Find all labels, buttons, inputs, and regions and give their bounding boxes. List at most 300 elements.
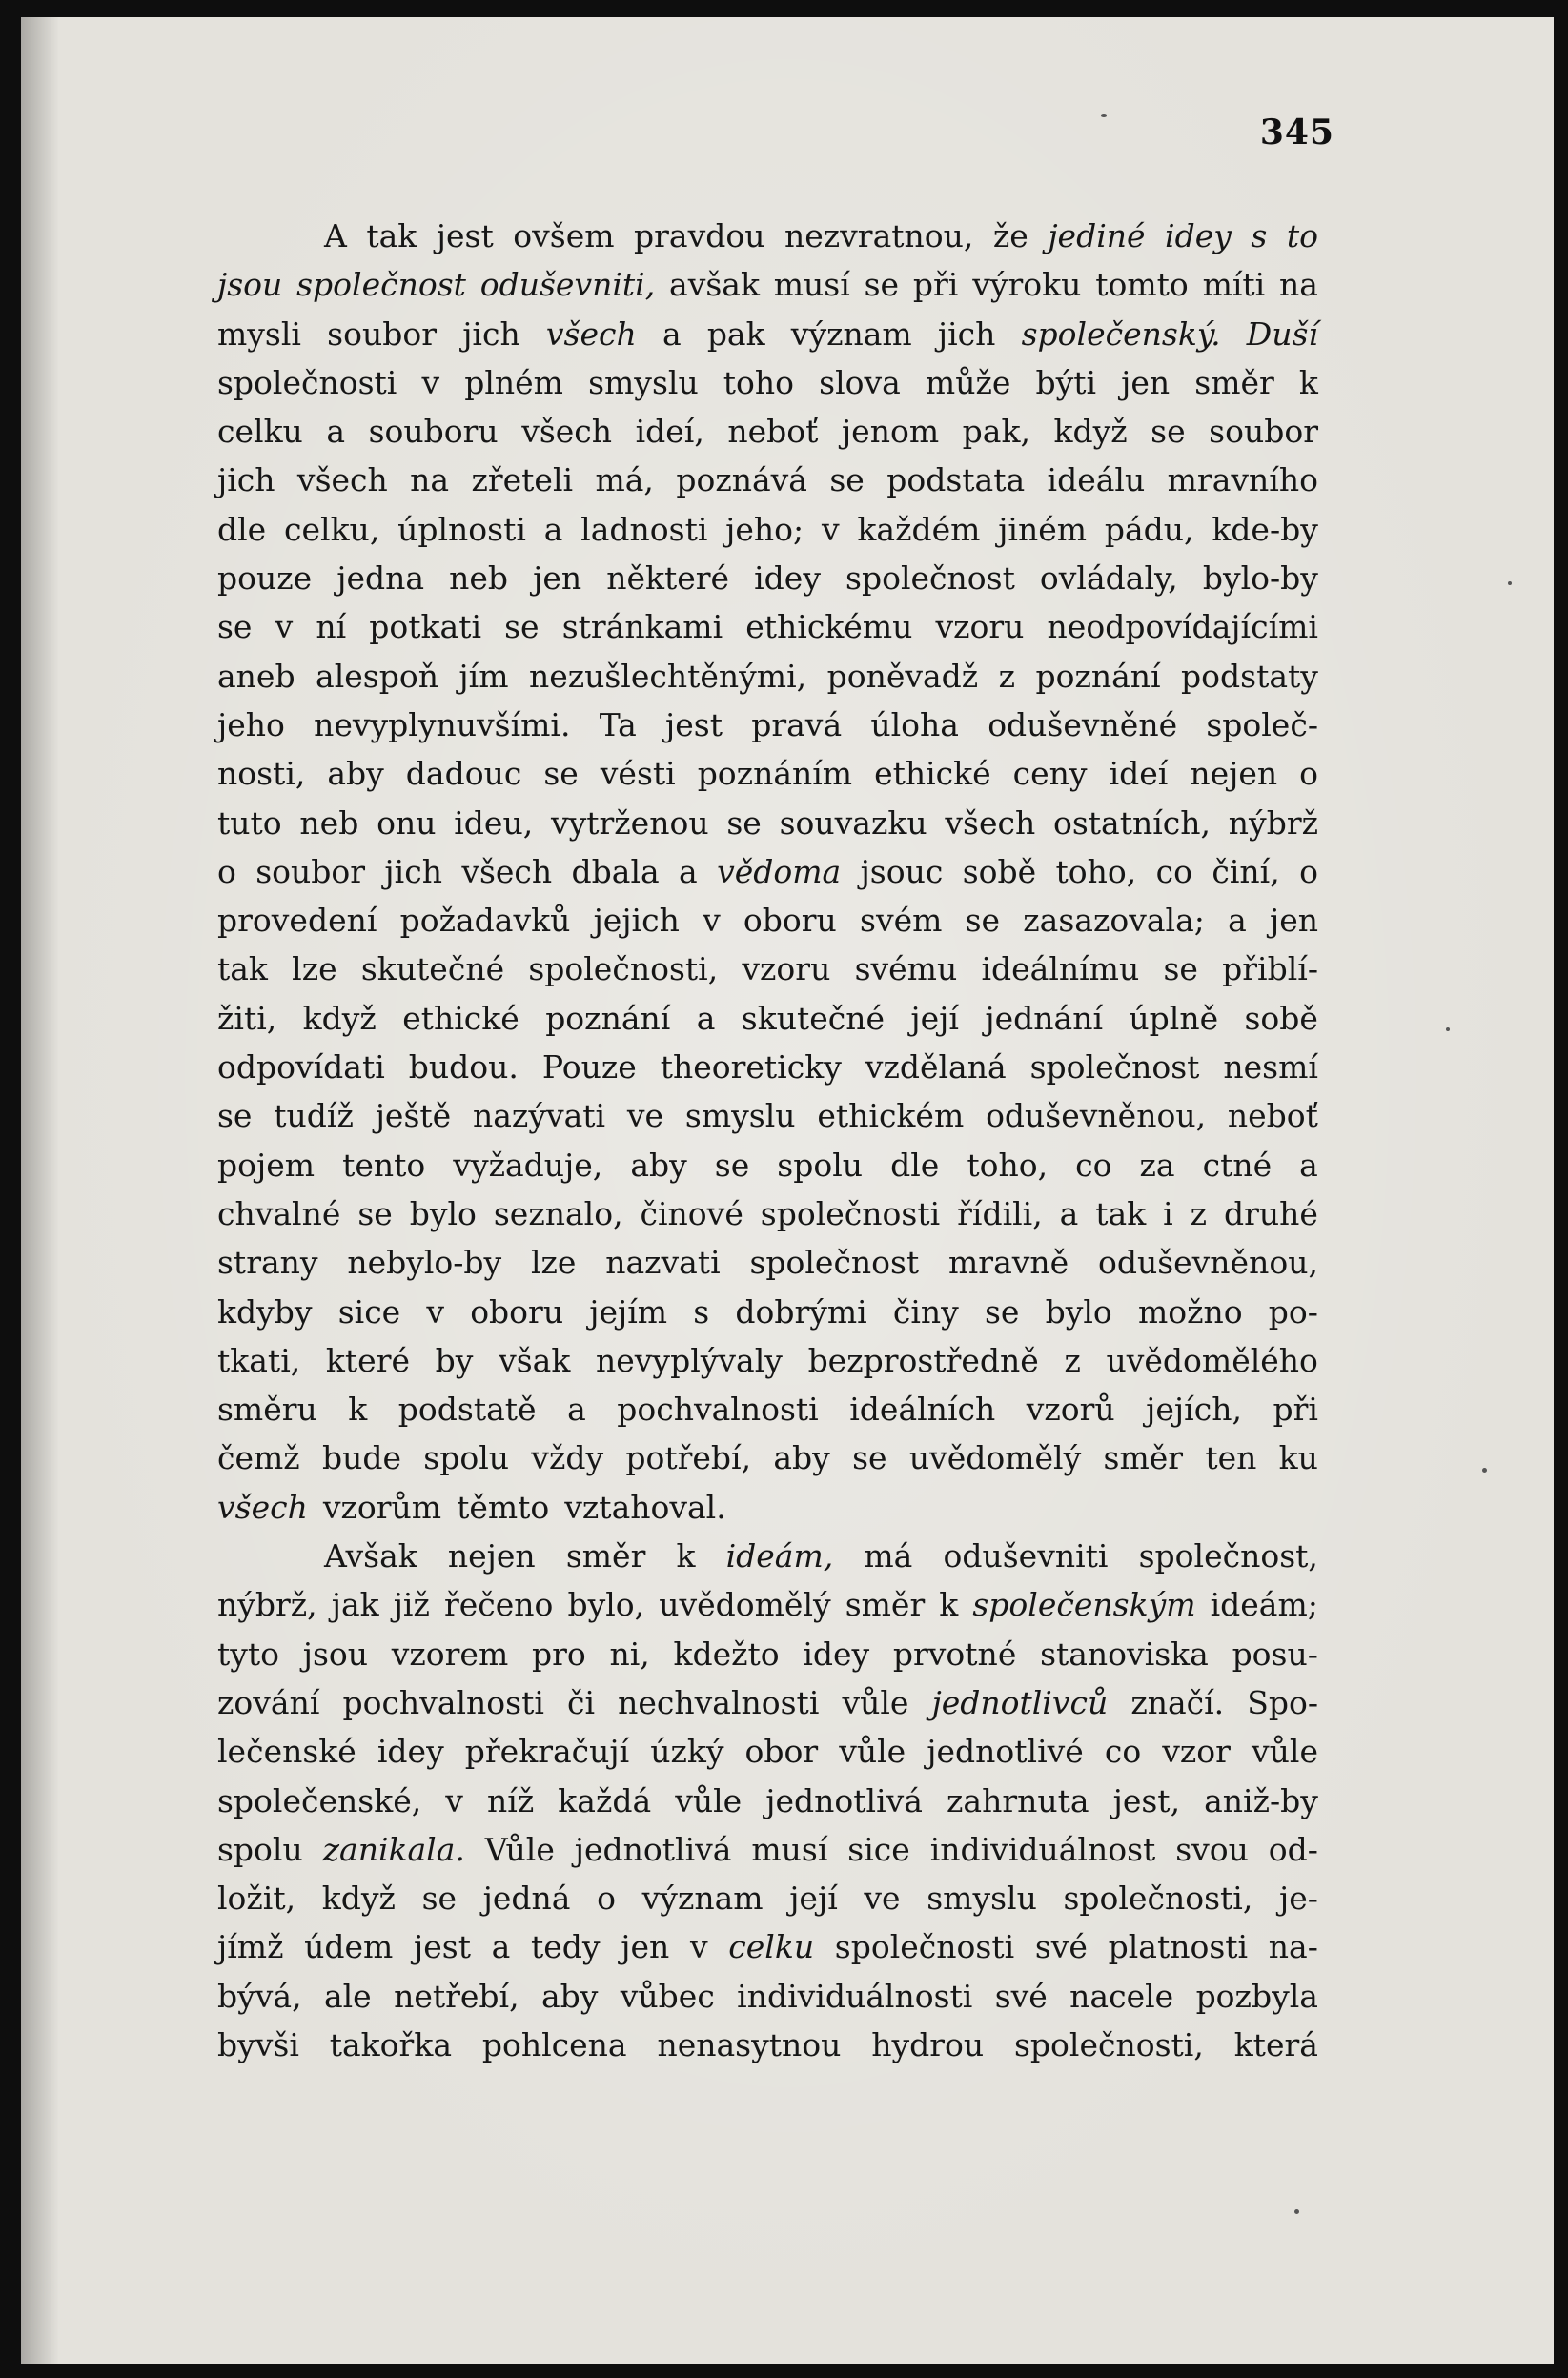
word: se <box>726 803 762 842</box>
word: a <box>326 413 346 451</box>
word: ve <box>626 1097 664 1135</box>
word: neodpovídajícími <box>1047 608 1318 646</box>
word: úzký <box>650 1733 724 1771</box>
word: poněvadž <box>826 657 979 695</box>
word: společnost <box>749 1244 920 1282</box>
word: bývá, <box>217 1977 302 2015</box>
word: z <box>1190 1194 1208 1232</box>
word: oduševniti <box>943 1537 1109 1575</box>
word: ideálnímu <box>981 950 1140 988</box>
word: k <box>348 1391 368 1429</box>
text-line <box>217 1189 1318 1238</box>
word: oduševněnou, <box>986 1097 1207 1135</box>
word: jím <box>458 657 509 695</box>
word: z <box>1064 1341 1081 1379</box>
word: vzoru <box>742 950 831 988</box>
word: svém <box>860 902 943 940</box>
word: pravá <box>751 705 843 743</box>
word: činové <box>640 1194 743 1232</box>
word: poznání <box>545 999 671 1037</box>
word: podstaty <box>1181 657 1318 695</box>
word: nechvalnosti <box>618 1683 820 1721</box>
word: se <box>984 1292 1020 1331</box>
text-line <box>217 799 1318 847</box>
text-line <box>217 1580 1318 1629</box>
word: dle <box>217 510 267 548</box>
word: když <box>1053 413 1128 451</box>
word: slova <box>819 363 901 401</box>
word: se <box>714 1146 750 1184</box>
italic-word: to <box>1286 217 1318 254</box>
word: vzoru <box>935 608 1025 646</box>
word: stránkami <box>561 608 723 646</box>
word: byvši <box>217 2025 299 2063</box>
text-line <box>217 1288 1318 1336</box>
word: za <box>1139 1146 1175 1184</box>
word: neb <box>299 803 359 842</box>
word: jich <box>937 315 996 353</box>
word: požadavků <box>399 902 571 940</box>
word: alespoň <box>316 657 438 695</box>
word: aby <box>540 1977 599 2015</box>
word: tak <box>1095 1194 1147 1232</box>
word: poznáním <box>697 755 853 793</box>
scan-speck <box>1508 581 1512 585</box>
word: všech <box>945 803 1036 842</box>
text-line <box>217 1433 1318 1482</box>
word: co <box>1155 852 1193 890</box>
word: odpovídati <box>217 1048 385 1087</box>
word: již <box>393 1586 430 1624</box>
word: jednání <box>985 999 1103 1037</box>
word: směru <box>217 1391 317 1429</box>
word: toho <box>723 363 795 401</box>
word: ideu, <box>454 803 534 842</box>
word: by <box>435 1341 474 1379</box>
word: soubor <box>1209 413 1318 451</box>
word: k <box>1298 363 1318 401</box>
word: ideálu <box>1047 461 1146 499</box>
word: úloha <box>870 705 959 743</box>
word: k <box>676 1537 696 1575</box>
word: čemž <box>217 1439 300 1477</box>
page-number: 345 <box>1259 112 1334 152</box>
text-line <box>217 847 1318 896</box>
word: jest <box>414 1928 471 1966</box>
word: společnost <box>1029 1048 1200 1087</box>
word: prvotné <box>892 1635 1017 1673</box>
text-line <box>217 1238 1318 1287</box>
word: theoreticky <box>660 1048 842 1087</box>
word: ethickém <box>817 1097 965 1135</box>
word: úplně <box>1129 999 1219 1037</box>
word: která <box>1233 2025 1318 2063</box>
word: nesmí <box>1223 1048 1318 1087</box>
word: potkati <box>369 608 482 646</box>
word: smyslu <box>588 363 699 401</box>
word: ladnosti <box>580 510 708 548</box>
scan-speck <box>1101 114 1107 117</box>
word: pak <box>706 315 765 353</box>
word: sice <box>847 1830 910 1868</box>
word: idey <box>803 1635 870 1673</box>
word: tuto <box>217 803 282 842</box>
italic-word: společnost <box>296 266 466 304</box>
word: ku <box>1278 1439 1318 1477</box>
word: když <box>302 999 377 1037</box>
word: se <box>504 608 540 646</box>
word: své <box>994 1977 1048 2015</box>
word: bezprostředně <box>807 1341 1039 1379</box>
word: pozbyla <box>1195 1977 1318 2015</box>
word: jich <box>217 461 275 499</box>
word: pravdou <box>634 217 765 254</box>
word: se <box>543 755 579 793</box>
word: pojem <box>217 1146 316 1184</box>
word: nosti, <box>217 755 306 793</box>
word: vůle <box>842 1683 909 1721</box>
word: Vůle <box>484 1830 555 1868</box>
italic-word: celku <box>728 1928 815 1966</box>
word: se <box>1151 413 1186 451</box>
word: a <box>1059 1194 1079 1232</box>
word: dobrými <box>735 1292 867 1331</box>
word: společnosti <box>217 363 397 401</box>
word: na <box>1279 266 1318 304</box>
word: společnost <box>845 559 1015 598</box>
word: Spo- <box>1247 1683 1318 1721</box>
word: býti <box>1035 363 1097 401</box>
word: tedy <box>531 1928 601 1966</box>
word: jen <box>1269 902 1318 940</box>
word: kde-by <box>1212 510 1318 548</box>
text-line <box>217 1972 1318 2021</box>
word: tomto <box>1095 266 1189 304</box>
word: nevyplynuvšími. <box>314 705 571 743</box>
word: pak, <box>962 413 1030 451</box>
word: se <box>357 1194 393 1232</box>
word: skutečné <box>741 999 886 1037</box>
italic-word: vědoma <box>717 852 842 890</box>
word: i <box>1163 1194 1173 1232</box>
scan-speck <box>1482 1468 1487 1473</box>
word: vždy <box>531 1439 604 1477</box>
word: nejen <box>447 1537 536 1575</box>
word: A <box>324 217 347 254</box>
text-line <box>217 749 1318 798</box>
word: jedna <box>336 559 425 598</box>
text-line <box>217 1777 1318 1825</box>
italic-word: idey <box>1165 217 1232 254</box>
word: úplnosti <box>397 510 526 548</box>
word: v <box>821 510 840 548</box>
word: jeho <box>217 705 285 743</box>
word: idey <box>377 1733 444 1771</box>
word: kdyby <box>217 1292 313 1331</box>
word: po- <box>1268 1292 1318 1331</box>
word: možno <box>1137 1292 1243 1331</box>
word: své <box>1034 1928 1088 1966</box>
word: kdežto <box>673 1635 780 1673</box>
word: spolu <box>423 1439 510 1477</box>
word: zahrnuta <box>947 1781 1089 1819</box>
word: jednotlivá <box>765 1781 923 1819</box>
text-line <box>217 1043 1318 1091</box>
word: se <box>829 461 865 499</box>
word: ideám; <box>1210 1586 1318 1624</box>
word: Avšak <box>324 1537 417 1575</box>
word: ni, <box>609 1635 650 1673</box>
word: na <box>410 461 450 499</box>
word: ethické <box>874 755 991 793</box>
text-line <box>217 1336 1318 1385</box>
italic-word: jsou <box>217 266 283 304</box>
word: bylo <box>1045 1292 1112 1331</box>
word: její <box>789 1880 838 1918</box>
word: společnost, <box>1138 1537 1318 1575</box>
word: všech <box>521 413 613 451</box>
word: aby <box>630 1146 687 1184</box>
word: ideí, <box>635 413 704 451</box>
text-line <box>217 652 1318 701</box>
word: vzorům <box>322 1488 442 1526</box>
word: jenom <box>841 413 940 451</box>
word: tak <box>366 217 417 254</box>
word: podstatě <box>397 1391 537 1429</box>
word: a <box>696 999 716 1037</box>
word: stanoviska <box>1040 1635 1209 1673</box>
word: a <box>491 1928 511 1966</box>
word: aby <box>327 755 384 793</box>
word: pádu, <box>1104 510 1194 548</box>
word: bylo, <box>567 1586 645 1624</box>
word: při <box>912 266 959 304</box>
text-line <box>217 2021 1318 2069</box>
word: neboť <box>1227 1097 1318 1135</box>
word: spolu <box>217 1830 303 1868</box>
word: lze <box>530 1244 577 1282</box>
word: je- <box>1279 1880 1318 1918</box>
word: a <box>567 1391 586 1429</box>
word: nýbrž <box>1228 803 1318 842</box>
word: obor <box>744 1733 819 1771</box>
text-line <box>217 994 1318 1043</box>
word: a <box>662 315 682 353</box>
word: oduševněnou, <box>1097 1244 1318 1282</box>
word: ovšem <box>513 217 615 254</box>
text-line <box>217 407 1318 456</box>
binding-shadow <box>21 17 59 2364</box>
word: se <box>864 266 900 304</box>
word: když <box>321 1880 396 1918</box>
word: o <box>1299 852 1318 890</box>
italic-word: jednotlivců <box>931 1683 1109 1721</box>
text-line <box>217 1141 1318 1189</box>
word: každém <box>857 510 981 548</box>
word: směr <box>1194 363 1274 401</box>
word: oboru <box>470 1292 564 1331</box>
word: má, <box>595 461 654 499</box>
word: smyslu <box>927 1880 1037 1918</box>
word: zasazovala; <box>1023 902 1205 940</box>
word: vzor <box>1162 1733 1231 1771</box>
word: pro <box>531 1635 586 1673</box>
word: dle <box>890 1146 940 1184</box>
italic-word: Duší <box>1246 315 1318 353</box>
word: jsouc <box>860 852 944 890</box>
word: uvědomělý <box>908 1439 1082 1477</box>
word: ale <box>323 1977 372 2015</box>
text-line <box>217 1532 1318 1580</box>
word: celku <box>217 413 303 451</box>
word: význam <box>641 1880 764 1918</box>
text-line <box>217 1874 1318 1922</box>
word: pouze <box>217 559 313 598</box>
text-line <box>217 1825 1318 1874</box>
word: budou. <box>408 1048 519 1087</box>
word: v <box>445 1781 463 1819</box>
word: netřebí, <box>394 1977 519 2015</box>
word: od- <box>1268 1830 1318 1868</box>
word: jednotlivé <box>927 1733 1084 1771</box>
word: podstata <box>886 461 1026 499</box>
word: smyslu <box>684 1097 796 1135</box>
word: může <box>925 363 1011 401</box>
word: musí <box>773 266 850 304</box>
word: oduševněné <box>988 705 1178 743</box>
word: souboru <box>368 413 499 451</box>
word: v <box>421 363 440 401</box>
word: značí. <box>1130 1683 1225 1721</box>
text-line <box>217 602 1318 651</box>
text-line <box>217 701 1318 749</box>
word: druhé <box>1223 1194 1318 1232</box>
body-text <box>217 212 1318 2069</box>
word: společnosti <box>760 1194 941 1232</box>
text-line <box>217 1678 1318 1727</box>
word: posu- <box>1232 1635 1318 1673</box>
word: aneb <box>217 657 295 695</box>
word: svému <box>854 950 958 988</box>
word: nejen <box>1190 755 1278 793</box>
italic-word: všech <box>217 1488 308 1526</box>
word: které <box>325 1341 410 1379</box>
word: zování <box>217 1683 320 1721</box>
word: se <box>1163 950 1198 988</box>
word: míti <box>1202 266 1266 304</box>
word: při <box>1273 1391 1318 1429</box>
word: sobě <box>962 852 1037 890</box>
word: individuálnost <box>929 1830 1156 1868</box>
word: činí, <box>1212 852 1280 890</box>
word: společ- <box>1206 705 1318 743</box>
word: jímž <box>217 1928 284 1966</box>
word: musí <box>751 1830 828 1868</box>
word: nebylo-by <box>347 1244 502 1282</box>
word: jest <box>436 217 494 254</box>
word: nacele <box>1069 1977 1174 2015</box>
text-line <box>217 945 1318 993</box>
word: idey <box>754 559 821 598</box>
word: výroku <box>972 266 1082 304</box>
word: souvazku <box>779 803 927 842</box>
word: a <box>1299 1146 1318 1184</box>
word: o <box>217 852 236 890</box>
word: nazývati <box>473 1097 606 1135</box>
word: ethickému <box>745 608 913 646</box>
word: řečeno <box>443 1586 554 1624</box>
word: jejích, <box>1146 1391 1242 1429</box>
word: neboť <box>727 413 819 451</box>
word: oboru <box>743 902 837 940</box>
word: tkati, <box>217 1341 301 1379</box>
word: společnosti, <box>528 950 719 988</box>
word: seznalo, <box>493 1194 623 1232</box>
word: poznání <box>1035 657 1161 695</box>
word: jest, <box>1112 1781 1181 1819</box>
word: mravně <box>948 1244 1069 1282</box>
word: všech <box>296 461 388 499</box>
word: ještě <box>375 1097 452 1135</box>
word: v <box>426 1292 445 1331</box>
text-line <box>217 212 1318 260</box>
word: ceny <box>1012 755 1088 793</box>
word: individuálnosti <box>737 1977 973 2015</box>
word: ideí <box>1109 755 1169 793</box>
word: neb <box>449 559 509 598</box>
word: bylo <box>409 1194 477 1232</box>
word: dadouc <box>405 755 522 793</box>
word: všech <box>461 852 553 890</box>
word: však <box>499 1341 571 1379</box>
word: význam <box>790 315 912 353</box>
text-line <box>217 1727 1318 1776</box>
text-line <box>217 456 1318 504</box>
word: její <box>910 999 959 1037</box>
word: mravního <box>1167 461 1318 499</box>
word: aby <box>773 1439 830 1477</box>
word: zřeteli <box>471 461 574 499</box>
word: jich <box>462 315 520 353</box>
word: v <box>275 608 294 646</box>
word: nazvati <box>605 1244 721 1282</box>
text-line <box>217 1385 1318 1433</box>
text-line <box>217 505 1318 554</box>
word: ideálních <box>849 1391 996 1429</box>
italic-word: oduševniti, <box>479 266 656 304</box>
word: jen <box>1121 363 1171 401</box>
word: lze <box>292 950 337 988</box>
word: některé <box>606 559 730 598</box>
word: co <box>1075 1146 1112 1184</box>
word: jedná <box>482 1880 571 1918</box>
word: toho, <box>1055 852 1137 890</box>
word: strany <box>217 1244 318 1282</box>
word: údem <box>304 1928 394 1966</box>
word: jsou <box>302 1635 369 1673</box>
word: společnosti, <box>1063 1880 1253 1918</box>
word: a <box>1228 902 1247 940</box>
word: jejich <box>593 902 680 940</box>
italic-word: všech <box>545 315 637 353</box>
word: nezvratnou, <box>784 217 974 254</box>
word: takořka <box>329 2025 452 2063</box>
word: ctné <box>1202 1146 1273 1184</box>
word: tento <box>342 1146 426 1184</box>
word: se <box>965 902 1001 940</box>
word: ve <box>864 1880 901 1918</box>
word: jest <box>665 705 723 743</box>
